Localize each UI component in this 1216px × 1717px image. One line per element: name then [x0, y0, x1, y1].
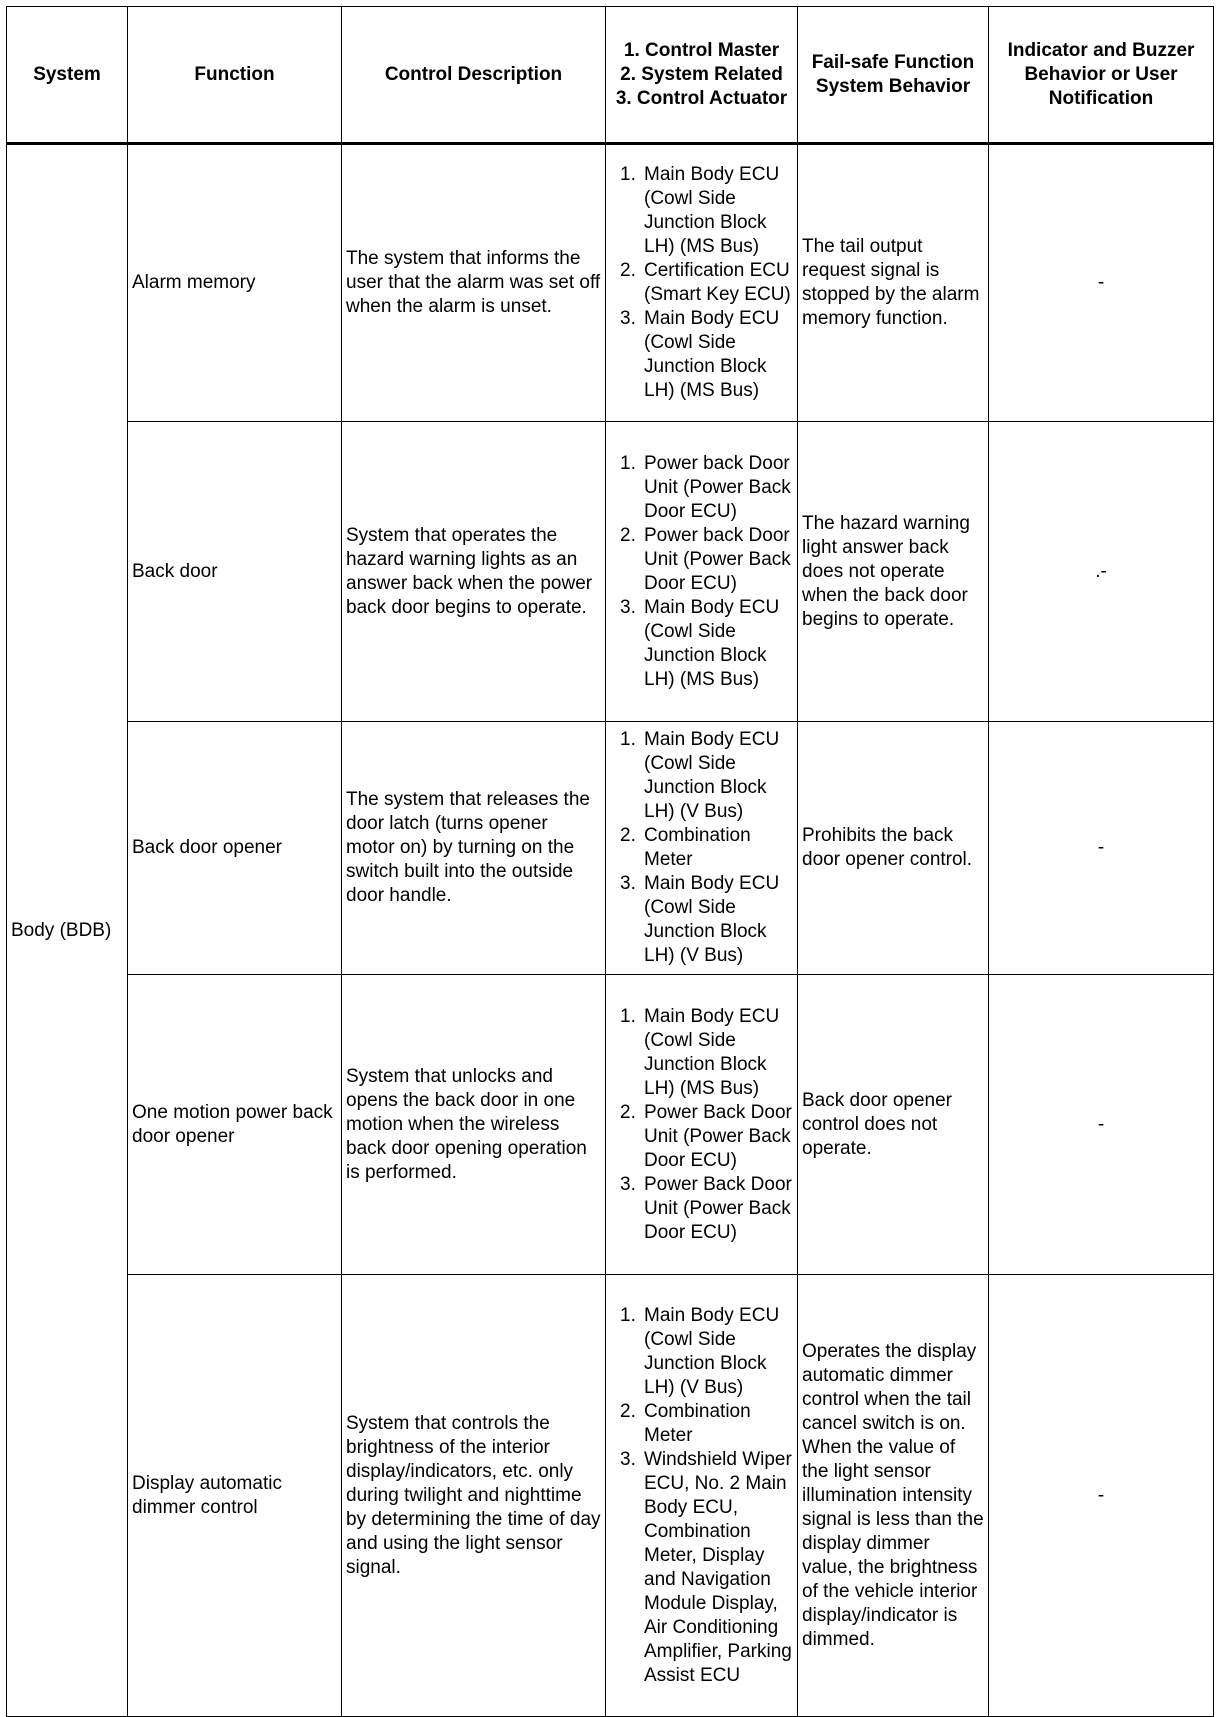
control-cell — [606, 975, 798, 1275]
system-cell: Body (BDB) — [7, 144, 128, 1717]
header-indicator: Indicator and Buzzer Behavior or User Notification — [989, 7, 1214, 144]
indicator-cell: - — [989, 144, 1214, 422]
indicator-cell: .- — [989, 422, 1214, 722]
control-item: 3. Power Back Door Unit (Power Back Door ECU) — [620, 1173, 792, 1243]
control-cell — [606, 722, 798, 975]
indicator-cell: - — [989, 1275, 1214, 1717]
description-cell: System that controls the brightness of the interior display/indicators, etc. only during twilight and nighttime by determining the time of day and using the light sensor signal. — [342, 1275, 606, 1717]
description-cell: The system that releases the door latch (turns opener motor on) by turning on the switch built into the outside door handle. — [342, 722, 606, 975]
description-cell: The system that informs the user that the alarm was set off when the alarm is unset. — [342, 144, 606, 422]
control-item: 1. Main Body ECU (Cowl Side Junction Block LH) (MS Bus) — [620, 164, 780, 257]
function-cell: Alarm memory — [128, 144, 342, 422]
header-control-description: Control Description — [342, 7, 606, 144]
header-failsafe: Fail-safe Function System Behavior — [798, 7, 989, 144]
control-item: 3. Main Body ECU (Cowl Side Junction Block LH) (MS Bus) — [620, 596, 780, 690]
header-system: System — [7, 7, 128, 144]
function-cell: Back door — [128, 422, 342, 722]
header-control-actuator: 3. Control Actuator — [615, 87, 788, 109]
failsafe-cell: Operates the display automatic dimmer control when the tail cancel switch is on. When the value of the light sensor illumination intensity signal is less than the display dimmer value, the brightness of the vehicle interior display/indicator is dimmed. — [798, 1275, 989, 1717]
control-item: 2. Power Back Door Unit (Power Back Door ECU) — [620, 1101, 792, 1171]
control-item: 3. Windshield Wiper ECU, No. 2 Main Body ECU, Combination Meter, Display and Navigation Module Display, Air Conditioning Amplifier, Parking Assist ECU — [620, 1448, 792, 1686]
header-function: Function — [128, 7, 342, 144]
control-item: 2. Combination Meter — [620, 1400, 751, 1446]
control-item: 2. Certification ECU (Smart Key ECU) — [620, 260, 791, 305]
table-row — [7, 422, 1214, 722]
table-row — [7, 722, 1214, 975]
header-system-related: 2. System Related — [620, 63, 783, 85]
failsafe-cell: The tail output request signal is stopped by the alarm memory function. — [798, 144, 989, 422]
control-item: 2. Power back Door Unit (Power Back Door ECU) — [620, 524, 791, 594]
control-item: 1. Main Body ECU (Cowl Side Junction Block LH) (V Bus) — [620, 1304, 780, 1398]
control-item: 1. Main Body ECU (Cowl Side Junction Block LH) (V Bus) — [620, 729, 780, 822]
control-item: 3. Main Body ECU (Cowl Side Junction Block LH) (MS Bus) — [620, 308, 780, 401]
control-item: 2. Combination Meter — [620, 825, 751, 870]
failsafe-cell: The hazard warning light answer back does not operate when the back door begins to operate. — [798, 422, 989, 722]
indicator-cell: - — [989, 975, 1214, 1275]
indicator-cell: - — [989, 722, 1214, 975]
control-cell — [606, 144, 798, 422]
table-row — [7, 1275, 1214, 1717]
control-cell — [606, 422, 798, 722]
header-control — [606, 7, 798, 144]
control-cell — [606, 1275, 798, 1717]
function-cell: Back door opener — [128, 722, 342, 975]
description-cell: System that unlocks and opens the back door in one motion when the wireless back door opening operation is performed. — [342, 975, 606, 1275]
function-cell: One motion power back door opener — [128, 975, 342, 1275]
table-header — [7, 7, 1214, 144]
control-item: 1. Power back Door Unit (Power Back Door ECU) — [620, 452, 791, 522]
function-cell: Display automatic dimmer control — [128, 1275, 342, 1717]
function-spec-table — [6, 6, 1214, 1717]
control-item: 1. Main Body ECU (Cowl Side Junction Block LH) (MS Bus) — [620, 1005, 780, 1099]
description-cell: System that operates the hazard warning lights as an answer back when the power back door begins to operate. — [342, 422, 606, 722]
table-row — [7, 144, 1214, 422]
failsafe-cell: Back door opener control does not operate. — [798, 975, 989, 1275]
control-item: 3. Main Body ECU (Cowl Side Junction Block LH) (V Bus) — [620, 873, 780, 966]
header-control-master: 1. Control Master — [623, 39, 780, 61]
failsafe-cell: Prohibits the back door opener control. — [798, 722, 989, 975]
table-row — [7, 975, 1214, 1275]
